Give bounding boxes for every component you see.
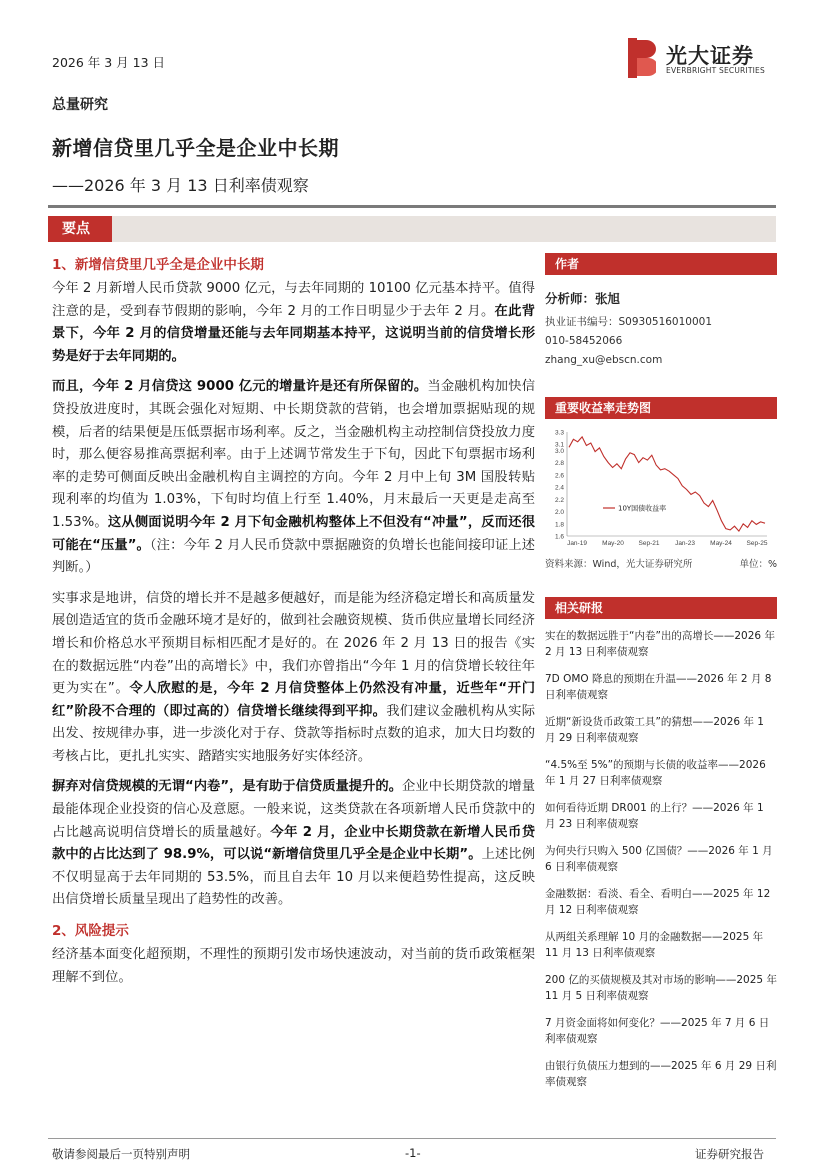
emphasis: 在此背景下，今年 2 月的信贷增量还能与去年同期基本持平，这说明当前的信贷增长形势是好于去年同期的。 <box>52 303 535 364</box>
emphasis: 令人欣慰的是，今年 2 月信贷整体上仍然没有冲量，近些年“开门红”阶段不合理的（即过高的）信贷增长继续得到平抑。 <box>52 681 536 719</box>
yield-chart <box>545 424 777 554</box>
author-label: 作者 <box>545 253 777 275</box>
emphasis: 这从侧面说明今年 2 月下旬金融机构整体上不但没有“冲量”，反而还很可能在“压量”。 <box>52 514 535 553</box>
email-link[interactable]: zhang_xu@ebscn.com <box>545 354 663 366</box>
related-list <box>545 628 777 1090</box>
x-tick-label: Jan-23 <box>675 540 695 547</box>
analyst-name: 分析师：张旭 <box>545 291 621 306</box>
author-panel <box>545 253 777 370</box>
related-report-link[interactable]: 金融数据：看淡、看全、看明白——2025 年 12 月 12 日利率债观察 <box>545 888 771 916</box>
logo-english-name: EVERBRIGHT SECURITIES <box>666 66 765 75</box>
y-tick-label: 2.4 <box>554 484 564 492</box>
chart-source: 资料来源：Wind，光大证券研究所 <box>545 559 693 570</box>
main-content <box>52 252 535 997</box>
x-tick-label: Sep-21 <box>638 540 660 547</box>
keypoints-bar <box>48 216 776 242</box>
chart-panel-label: 重要收益率走势图 <box>545 397 777 419</box>
series-line-10y-yield <box>569 437 765 531</box>
related-report-link[interactable]: “4.5%至 5%”的预期与长债的收益率——2026 年 1 月 27 日利率债观察 <box>545 759 766 787</box>
related-report-link[interactable]: 7D OMO 降息的预期在升温——2026 年 2 月 8 日利率债观察 <box>545 673 772 701</box>
y-tick-label: 2.8 <box>554 460 564 468</box>
related-report-link[interactable]: 为何央行只购入 500 亿国债？——2026 年 1 月 6 日利率债观察 <box>545 845 773 873</box>
header-divider <box>48 205 776 208</box>
related-report-link[interactable]: 由银行负债压力想到的——2025 年 6 月 29 日利率债观察 <box>545 1060 777 1088</box>
section-heading-1: 1、新增信贷里几乎全是企业中长期 <box>52 257 264 273</box>
x-tick-label: Sep-25 <box>746 540 768 547</box>
risk-paragraph: 经济基本面变化超预期，不理性的预期引发市场快速波动，对当前的货币政策框架理解不到位。 <box>52 947 535 985</box>
y-tick-label: 3.0 <box>554 447 564 455</box>
certificate-number: 执业证书编号：S0930516010001 <box>545 316 713 328</box>
paragraph-2: 而且，今年 2 月信贷这 9000 亿元的增量许是还有所保留的。当金融机构加快信贷投放进度时，其既会强化对短期、中长期贷款的营销，也会增加票据贴现的规模，后者的结果便是压低票据市场利率。反之，当金融机构主动控制信贷投放力度时，那么便容易推高票据利率。由于上述调节常发生于下旬，因此下旬票据市场利率的走势可侧面反映出金融机构自主调控的方向。今年 2 月中上旬 3M 国股转贴现利率的均值为 1.03%，下旬时均值上行至 1.40%，月末最后一天更是走高至 1.53%。这从侧面说明今年 2 月下旬金融机构整体上不但没有“冲量”，反而还很可能在“压量”。（注：今年 2 月人民币贷款中票据融资的负增长也能间接印证上述判断。） <box>52 379 536 576</box>
x-tick-label: Jan-19 <box>567 540 587 547</box>
page-number: -1- <box>405 1146 421 1160</box>
disclaimer-note: 敬请参阅最后一页特别声明 <box>52 1147 190 1161</box>
phone-number: 010-58452066 <box>545 335 623 347</box>
report-date: 2026 年 3 月 13 日 <box>52 55 166 70</box>
related-report-link[interactable]: 实在的数据远胜于“内卷”出的高增长——2026 年 2 月 13 日利率债观察 <box>545 630 775 658</box>
paragraph-1: 今年 2 月新增人民币贷款 9000 亿元，与去年同期的 10100 亿元基本持平。值得注意的是，受到春节假期的影响，今年 2 月的工作日明显少于去年 2 月。在此背景下，今年 2 月的信贷增量还能与去年同期基本持平，这说明当前的信贷增长形势是好于去年同期的。 <box>52 281 535 364</box>
chart-panel-header <box>545 397 777 419</box>
y-tick-label: 3.3 <box>554 429 564 437</box>
emphasis: 摒弃对信贷规模的无谓“内卷”，是有助于信贷质量提升的。 <box>52 779 402 795</box>
logo-chinese-name: 光大证券 <box>666 44 754 68</box>
related-report-link[interactable]: 7 月资金面将如何变化？——2025 年 7 月 6 日利率债观察 <box>545 1017 770 1045</box>
report-category: 总量研究 <box>52 97 108 113</box>
y-tick-label: 2.2 <box>554 496 564 504</box>
paragraph-3: 实事求是地讲，信贷的增长并不是越多便越好，而是能为经济稳定增长和高质量发展创造适宜的货币金融环境才是好的，做到社会融资规模、货币供应量增长同经济增长和价格总水平预期目标相匹配才是好的。在 2026 年 2 月 13 日的报告《实在的数据远胜“内卷”出的高增长》中，我们亦曾指出“今年 1 月的信贷增长较往年更为实在”。令人欣慰的是，今年 2 月信贷整体上仍然没有冲量，近些年“开门红”阶段不合理的（即过高的）信贷增长继续得到平抑。我们建议金融机构从实际出发、按规律办事，进一步淡化对于存、贷款等指标时点数的追求，加大日均数的考核占比，更扎扎实实、踏踏实实地服务好实体经济。 <box>52 590 536 764</box>
keypoints-label: 要点 <box>48 216 112 242</box>
x-tick-label: May-24 <box>710 540 732 547</box>
legend-label: 10Y国债收益率 <box>618 504 667 513</box>
report-type: 证券研究报告 <box>695 1147 764 1161</box>
y-tick-label: 1.6 <box>554 533 564 541</box>
x-tick-label: May-20 <box>602 540 624 547</box>
related-report-link[interactable]: 200 亿的买债规模及其对市场的影响——2025 年 11 月 5 日利率债观察 <box>545 974 777 1002</box>
company-logo <box>628 38 778 80</box>
section-heading-2: 2、风险提示 <box>52 923 129 940</box>
emphasis: 今年 2 月，企业中长期贷款在新增人民币贷款中的占比达到了 98.9%，可以说“新增信贷里几乎全是企业中长期”。 <box>52 824 536 863</box>
chart-source-line <box>545 556 777 570</box>
paragraph-4: 摒弃对信贷规模的无谓“内卷”，是有助于信贷质量提升的。企业中长期贷款的增量最能体现企业投资的信心及意愿。一般来说，这类贷款在各项新增人民币贷款中的占比越高说明信贷增长的质量越好。今年 2 月，企业中长期贷款在新增人民币贷款中的占比达到了 98.9%，可以说“新增信贷里几乎全是企业中长期”。上述比例不仅明显高于去年同期的 53.5%，而且自去年 10 月以来便趋势性提高，这反映出信贷增长质量呈现出了趋势性的改善。 <box>52 779 536 908</box>
related-report-link[interactable]: 近期“新设货币政策工具”的猜想——2026 年 1 月 29 日利率债观察 <box>545 716 764 744</box>
report-subtitle: ——2026 年 3 月 13 日利率债观察 <box>52 176 309 195</box>
related-label: 相关研报 <box>545 597 777 619</box>
report-title: 新增信贷里几乎全是企业中长期 <box>52 136 339 160</box>
y-tick-label: 1.8 <box>554 521 564 529</box>
y-tick-label: 2.6 <box>554 472 564 480</box>
emphasis: 而且，今年 2 月信贷这 9000 亿元的增量许是还有所保留的。 <box>52 379 428 395</box>
everbright-logo-icon <box>628 38 656 78</box>
y-tick-label: 3.1 <box>554 441 564 449</box>
chart-unit: 单位：% <box>739 559 777 570</box>
related-report-link[interactable]: 从两组关系理解 10 月的金融数据——2025 年 11 月 13 日利率债观察 <box>545 931 764 959</box>
footer-divider <box>48 1138 776 1139</box>
related-panel <box>545 597 777 1101</box>
y-tick-label: 2.0 <box>554 509 564 517</box>
related-report-link[interactable]: 如何看待近期 DR001 的上行？——2026 年 1 月 23 日利率债观察 <box>545 802 764 830</box>
